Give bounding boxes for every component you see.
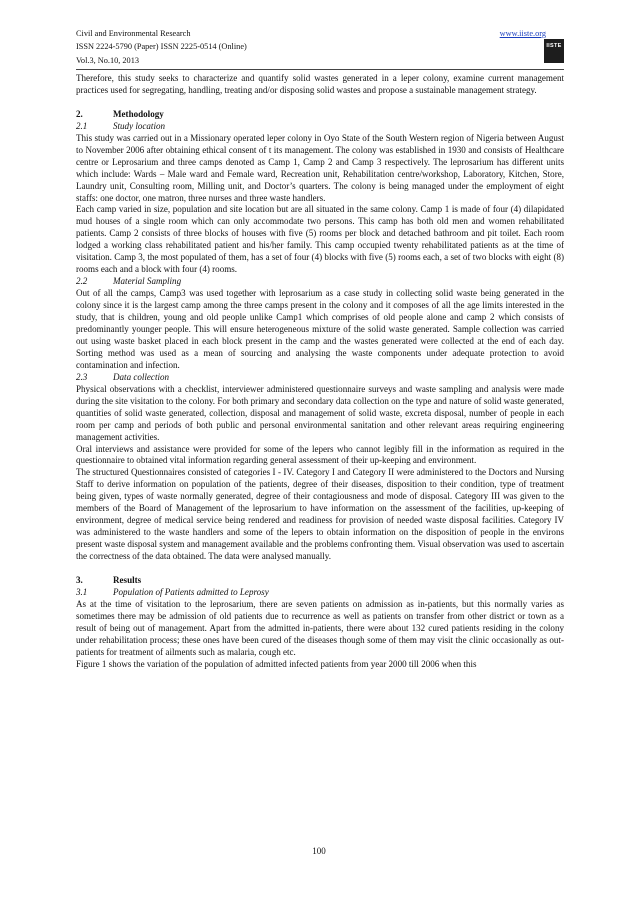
logo-text: IISTE (546, 43, 562, 49)
journal-url-link[interactable]: www.iiste.org (499, 29, 546, 38)
subsection-title: Data collection (113, 371, 170, 382)
paragraph: Out of all the camps, Camp3 was used together with leprosarium as a case study in collecting solid waste being generated in the colony since it is the largest camp among the three camps present in the colony and it composes of all the age limits interested in the study, that is children, young and old people unlike Camp1 which comprises of old people alone and camp 2 which consists of predominantly younger people. This will ensure heterogeneous mixture of the solid waste generated. Sample collection was carried out using waste basket placed in each block present in the camp and the wastes generated were collected at the end of each day. Sorting method was used as a mean of sourcing and analysing the waste components under adequate protection to avoid contamination and infection. (76, 288, 564, 370)
paragraph: Physical observations with a checklist, interviewer administered questionnaire surveys and waste sampling and analysis were made during the site visitation to the colony. For both primary and secondary data collection on the type and nature of solid waste generated, quantities of solid waste generated, collection, disposal and management of solid waste, excreta disposal, number of people in each room per camp and periods of both public and personal environmental sanitation and other relevant areas requiring engineering management activities. (76, 383, 564, 442)
journal-name: Civil and Environmental Research (76, 29, 191, 38)
paragraph: Oral interviews and assistance were provided for some of the lepers who cannot legibly fill in the information as required in the questionnaire to obtained vital information regarding general assessment of their up-keeping and environment. (76, 443, 564, 466)
intro-paragraph: Therefore, this study seeks to characterize and quantify solid wastes generated in a leper colony, examine current management practices used for segregating, handling, treating and/or disposing solid wastes and propose a sustainable management strategy. (76, 73, 564, 95)
subsection-2-1-heading (76, 121, 564, 133)
subsection-title: Population of Patients admitted to Leprosy (113, 586, 269, 597)
section-title: Results (113, 575, 142, 585)
subsection-2-3-heading (76, 372, 564, 384)
section-title: Methodology (113, 108, 164, 119)
subsection-number: 3.1 (76, 586, 88, 597)
paragraph: As at the time of visitation to the leprosarium, there are seven patients on admission as in-patients, but this normally varies as sometimes there may be admission of old patients due to recurrence as well as patients on transfer from other district or town as a result of being out of management. Apart from the admitted in-patients, there were about 132 cured patients residing in the colony under rehabilitation process; these ones have been cured of the diseases though some of them may visit the clinic occasionally as out-patients for treatment of ailments such as malaria, cough etc. (76, 598, 564, 657)
running-header (76, 27, 564, 67)
subsection-3-1-heading (76, 587, 564, 599)
iiste-logo (544, 39, 564, 63)
subsection-number: 2.1 (76, 120, 88, 131)
subsection-number: 2.2 (76, 276, 88, 287)
subsection-2-2-heading (76, 276, 564, 288)
page-number: 100 (312, 846, 326, 856)
issn-line: ISSN 2224-5790 (Paper) ISSN 2225-0514 (Online) (76, 42, 247, 52)
volume-line: Vol.3, No.10, 2013 (76, 55, 139, 65)
header-rule (76, 69, 564, 70)
paragraph: This study was carried out in a Missionary operated leper colony in Oyo State of the South Western region of Nigeria between August to November 2006 after obtaining ethical consent of t its management. The colony was established in 1930 and consists of Healthcare centre or Leprosarium and three camps denoted as Camp 1, Camp 2 and Camp 3 respectively. The leprosarium has different units which include: Wards – Male ward and Female ward, Recreation unit, Rehabilitation centre/workshop, Laboratory, Kitchen, Store, Laundry unit, Consulting room, Milling unit, and Doctor’s quarters. The colony is being managed under the employment of eight staffs: one doctor, one matron, three nurses and three waste handlers. (76, 132, 564, 203)
section-3-heading (76, 575, 564, 587)
page-body (76, 73, 564, 671)
subsection-title: Material Sampling (113, 276, 182, 287)
paragraph: Each camp varied in size, population and site location but are all situated in the same colony. Camp 1 is made of four (4) dilapidated mud houses of a single room which can only accommodate two persons. This camp has both old men and women rehabilitated patients. Camp 2 consists of three blocks of houses with five (5) rooms per block and detached bathroom and pit toilet. Each room lodged a working class rehabilitated patient and his/her family. This camp occupied twenty rehabilitated patients as at the time of visitation. Camp 3, the most populated of them, has a set of four (4) blocks with five (5) rooms each, a set of two blocks with eight (8) rooms each and a block with four (4) rooms. (76, 204, 564, 275)
section-number: 3. (76, 575, 83, 585)
subsection-title: Study location (113, 120, 166, 131)
paragraph: Figure 1 shows the variation of the population of admitted infected patients from year 2000 till 2006 when this (76, 658, 477, 669)
subsection-number: 2.3 (76, 371, 88, 382)
section-number: 2. (76, 108, 83, 119)
section-2-heading (76, 109, 564, 121)
paragraph: The structured Questionnaires consisted of categories I - IV. Category I and Category II were administered to the Doctors and Nursing Staff to derive information on population of the patients, degree of their diseases, disposition to their condition, type of treatment being given, types of waste normally generated, degree of their contagiousness and mode of disposal. Category III was given to the members of the Board of Management of the leprosarium to have information on the assessment of the facilities, up-keeping of environment, degree of medical service being rendered and readiness for provision of needed waste disposal facilities. Category IV was administered to the waste handlers and some of the lepers to obtain information on the disposition of people in the environs present waste disposal system and management available and the problems confronting them. Visual observation was used to ascertain the correctness of the data obtained. The data were analysed manually. (76, 467, 564, 562)
